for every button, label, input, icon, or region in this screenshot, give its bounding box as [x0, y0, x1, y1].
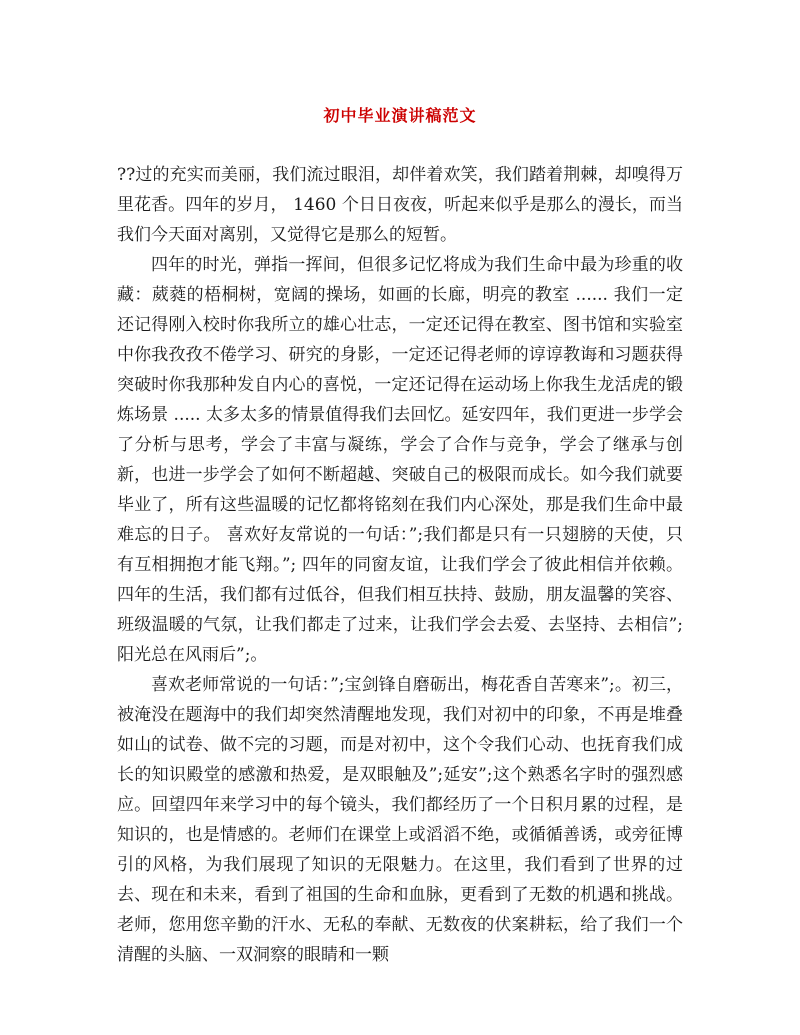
paragraph-3: 喜欢老师常说的一句话：”;宝剑锋自磨砺出，梅花香自苦寒来”;。初三，被淹没在题海中的我们却突然清醒地发现，我们对初中的印象，不再是堆叠如山的试卷、做不完的习题，而是对初中，这个令我们心动、也抚育我们成长的知识殿堂的感激和热爱，是双眼触及”;延安”;这个熟悉名字时的强烈感应。回望四年来学习中的每个镜头，我们都经历了一个日积月累的过程，是知识的，也是情感的。老师们在课堂上或滔滔不绝，或循循善诱，或旁征博引的风格，为我们展现了知识的无限魅力。在这里，我们看到了世界的过去、现在和未来，看到了祖国的生命和血脉，更看到了无数的机遇和挑战。老师，您用您辛勤的汗水、无私的奉献、无数夜的伏案耕耘，给了我们一个清醒的头脑、一双洞察的眼睛和一颗 [117, 675, 683, 965]
paragraph-1: ??过的充实而美丽，我们流过眼泪，却伴着欢笑，我们踏着荆棘，却嗅得万里花香。四年的岁月， 1460 个日日夜夜，听起来似乎是那么的漫长，而当我们今天面对离别，又觉得它是那么的短暂。 [117, 165, 683, 245]
paragraph-2: 四年的时光，弹指一挥间，但很多记忆将成为我们生命中最为珍重的收藏：葳蕤的梧桐树，宽阔的操场，如画的长廊，明亮的教室 ...... 我们一定还记得刚入校时你我所立的雄心壮志，一定还记得在教室、图书馆和实验室中你我孜孜不倦学习、研究的身影，一定还记得老师的谆谆教诲和习题获得突破时你我那种发自内心的喜悦，一定还记得在运动场上你我生龙活虎的锻炼场景 ..... 太多太多的情景值得我们去回忆。延安四年，我们更进一步学会了分析与思考，学会了丰富与凝练，学会了合作与竞争，学会了继承与创新，也进一步学会了如何不断超越、突破自己的极限而成长。如今我们就要毕业了，所有这些温暖的记忆都将铭刻在我们内心深处，那是我们生命中最难忘的日子。 喜欢好友常说的一句话：”;我们都是只有一只翅膀的天使，只有互相拥抱才能飞翔。”; 四年的同窗友谊，让我们学会了彼此相信并依赖。四年的生活，我们都有过低谷，但我们相互扶持、鼓励，朋友温馨的笑容、班级温暖的气氛，让我们都走了过来，让我们学会去爱、去坚持、去相信”;阳光总在风雨后”;。 [117, 255, 683, 665]
document-title: 初中毕业演讲稿范文 [323, 106, 477, 125]
document-body [117, 160, 683, 970]
